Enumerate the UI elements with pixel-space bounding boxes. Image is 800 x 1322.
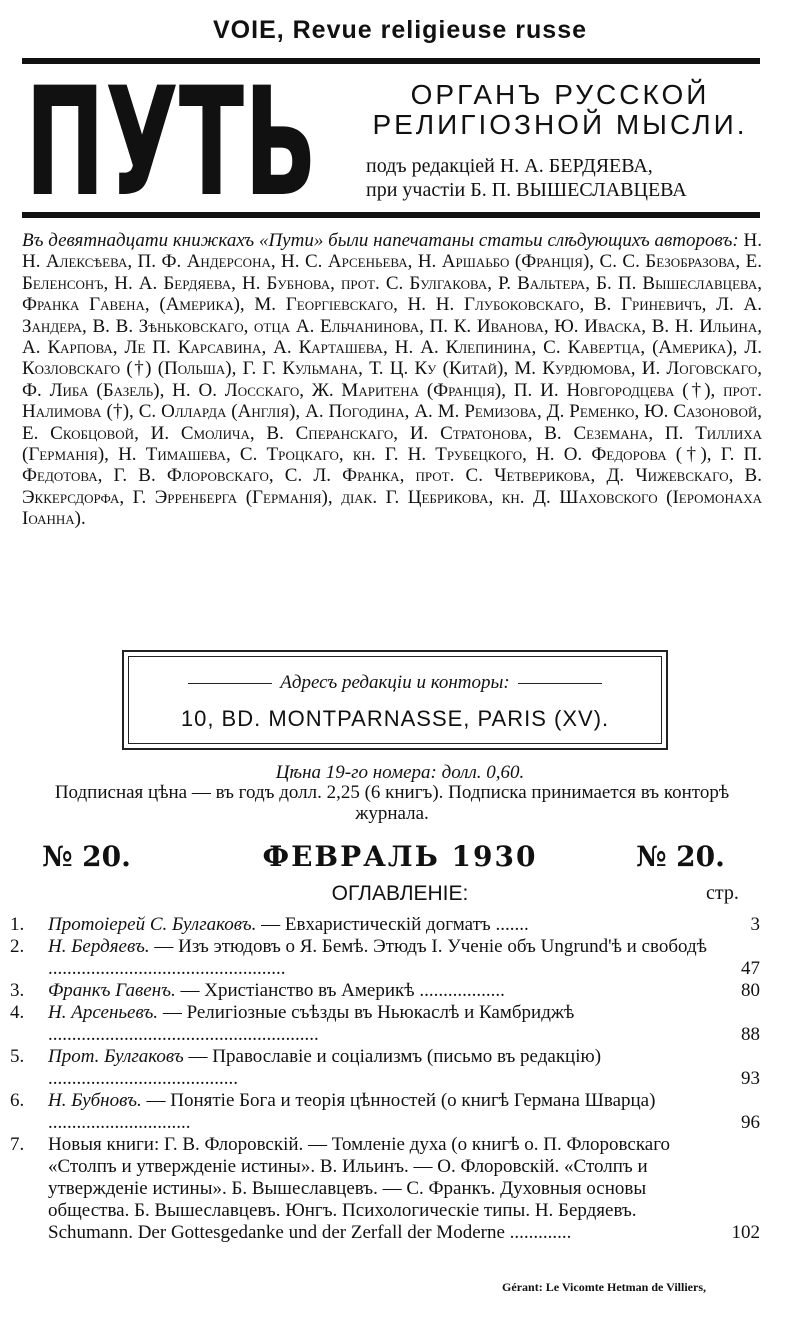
toc-entry[interactable]: 3. Франкъ Гавенъ. — Христіанство въ Америкѣ .................. 80 [10,980,760,1001]
masthead-rule [22,212,760,218]
organ-line-1: ОРГАНЪ РУССКОЙ [410,79,710,110]
toc-entry-number: 6. [10,1090,25,1111]
authors-lead: Въ девятнадцати книжкахъ «Пути» были напечатаны статьи слѣдующихъ авторовъ: [22,230,739,251]
toc-entry-author: Франкъ Гавенъ. [48,980,176,1001]
logo-text: ПУТЬ [25,82,317,200]
toc-entry-page: 47 [741,958,760,979]
toc-entry-title: — Православіе и соціализмъ (письмо въ редакцію) [183,1046,602,1067]
toc-entry-page: 93 [741,1068,760,1089]
issue-date: ФЕВРАЛЬ 1930 [262,840,538,873]
toc-entry-page: 88 [741,1024,760,1045]
coeditor-line: при участіи Б. П. ВЫШЕСЛАВЦЕВА [366,179,687,201]
toc-entry-title: — Христіанство въ Америкѣ [175,980,415,1001]
toc-entry-author: Н. Бердяевъ. [48,936,150,957]
address-value: 10, BD. MONTPARNASSE, PARIS (XV). [180,706,610,731]
dash-left [188,683,272,684]
address-label: Адресъ редакціи и конторы: [280,672,510,693]
toc-entry-author: Протоіерей С. Булгаковъ. [48,914,257,935]
toc-entry-number: 1. [10,914,25,935]
toc-entry-title: — Религіозные съѣзды въ Ньюкаслѣ и Камбриджѣ [158,1002,575,1023]
toc-entry-page: 3 [750,914,760,935]
toc-entry-author: Прот. Булгаковъ [48,1046,184,1067]
issue-number-right: № 20. [636,840,725,873]
toc-entry[interactable]: 7. Новыя книги: Г. В. Флоровскій. — Томленіе духа (о книгѣ о. П. Флоровскаго «Столпъ и утвержденіе истины». В. Ильинъ. — О. Флоровскій. «Столпъ и утвержденіе истины». Б. Вышеславцевъ. — С. Франкъ. Духовныя основы общества. Б. Вышеславцевъ. Юнгъ. Психологическіе типы. Н. Бердяевъ. Schumann. Der Gottesgedanke und der Zerfall der Moderne ............. 102 [10,1134,760,1243]
top-rule [22,58,760,64]
toc-entry-author: Н. Бубновъ. [48,1090,142,1111]
toc-entry-title: Новыя книги: Г. В. Флоровскій. — Томленіе духа (о книгѣ о. П. Флоровскаго «Столпъ и утвержденіе истины». В. Ильинъ. — О. Флоровскій. «Столпъ и утвержденіе истины». Б. Вышеславцевъ. — С. Франкъ. Духовныя основы общества. Б. Вышеславцевъ. Юнгъ. Психологическіе типы. Н. Бердяевъ. Schumann. Der Gottesgedanke und der Zerfall der Moderne [48,1134,671,1243]
toc-entry-number: 7. [10,1134,25,1155]
address-label-row [124,672,666,694]
issue-price: Цѣна 19-го номера: долл. 0,60. [275,762,525,783]
journal-french-title: VOIE, Revue religieuse russe [213,16,587,44]
toc-entry[interactable]: 2. Н. Бердяевъ. — Изъ этюдовъ о Я. Бемѣ. Этюдъ I. Ученіе объ Ungrund'ѣ и свободѣ .................................................. 47 [10,936,760,979]
toc-entry-number: 5. [10,1046,25,1067]
toc-entry-number: 2. [10,936,25,957]
toc-entry-number: 3. [10,980,25,1001]
authors-list: Н. Н. Алексѣева, П. Ф. Андерсона, Н. С. Арсеньева, Н. Аршаьбо (Францiя), С. С. Безобразова, Е. Беленсонъ, Н. А. Бердяева, Н. Бубнова, прот. С. Булгакова, Р. Вальтера, Б. П. Вышеславцева, Франка Гавена, (Америка), М. Георгiевскаго, Н. Н. Глубоковскаго, В. Гриневичъ, Л. А. Зандера, В. В. Зѣньковскаго, отца А. Ельчанинова, П. К. Иванова, Ю. Иваска, В. Н. Ильина, А. Карпова, Ле П. Карсавина, А. Карташева, Н. А. Клепинина, С. Кавертца, (Америка), Л. Козловскаго (†) (Польша), Г. Г. Кульмана, Т. Ц. Ку (Китай), М. Курдюмова, И. Логовскаго, Ф. Либа (Базель), Н. О. Лосскаго, Ж. Маритена (Францiя), П. И. Новгородцева (†), прот. Налимова (†), С. Олларда (Англiя), А. Погодина, А. М. Ремизова, Д. Ременко, Ю. Сазоновой, Е. Скобцовой, И. Смолича, В. Сперанскаго, И. Стратонова, В. Сеземана, П. Тиллиха (Германiя), Н. Тимашева, С. Троцкаго, кн. Г. Н. Трубецкого, Н. О. Федорова (†), Г. П. Федотова, Г. В. Флоровскаго, С. Л. Франка, прот. С. Четверикова, Д. Чижевскаго, В. Эккерсдорфа, Г. Эрренберга (Германiя), дiак. Г. Цебрикова, кн. Д. Шаховского (Iеромонаха Iоанна). [22,230,763,530]
toc-page-label: стр. [706,882,739,904]
authors-paragraph [22,230,762,530]
put-logo [22,82,320,200]
address-box [122,650,668,750]
toc-entry-page: 102 [731,1222,760,1243]
toc-title: ОГЛАВЛЕНІЕ: [331,882,469,905]
toc-entry-page: 80 [741,980,760,1001]
toc-entry-author: Н. Арсеньевъ. [48,1002,159,1023]
toc-entry[interactable]: 4. Н. Арсеньевъ. — Религіозные съѣзды въ Ньюкаслѣ и Камбриджѣ ......................................................... 88 [10,1002,760,1045]
toc-entry-page: 96 [741,1112,760,1133]
organ-line-2: РЕЛИГІОЗНОЙ МЫСЛИ. [372,109,748,140]
subscription-price: Подписная цѣна — въ годъ долл. 2,25 (6 книгъ). Подписка принимается въ конторѣ журнала. [54,782,730,824]
toc-entry[interactable]: 5. Прот. Булгаковъ — Православіе и соціализмъ (письмо въ редакцію) ........................................ 93 [10,1046,760,1089]
dash-right [518,683,602,684]
toc-entry-title: — Евхаристическій догматъ [256,914,491,935]
gerant-line: Gérant: Le Vicomte Hetman de Villiers, [502,1280,706,1294]
toc-entry[interactable]: 1. Протоіерей С. Булгаковъ. — Евхаристическій догматъ ....... 3 [10,914,760,935]
issue-number-left: № 20. [42,840,131,873]
editor-line: подъ редакціей Н. А. БЕРДЯЕВА, [366,155,653,177]
toc-list [10,914,760,1244]
toc-entry-title: — Изъ этюдовъ о Я. Бемѣ. Этюдъ I. Ученіе объ Ungrund'ѣ и свободѣ [149,936,707,957]
toc-entry[interactable]: 6. Н. Бубновъ. — Понятіе Бога и теорія цѣнностей (о книгѣ Германа Шварца) .............................. 96 [10,1090,760,1133]
toc-entry-title: — Понятіе Бога и теорія цѣнностей (о книгѣ Германа Шварца) [141,1090,656,1111]
toc-entry-number: 4. [10,1002,25,1023]
